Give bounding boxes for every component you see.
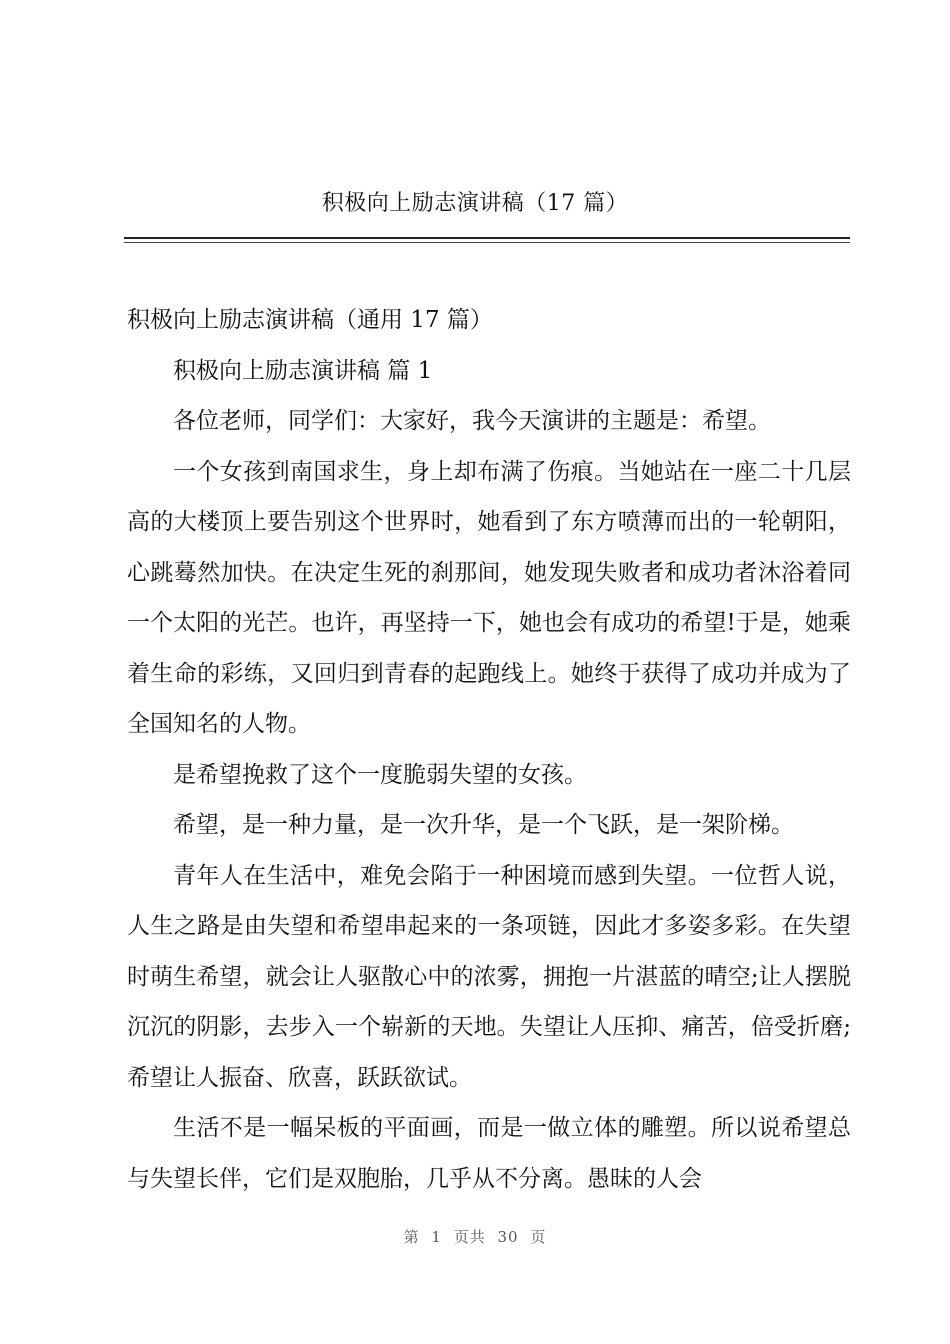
- paragraph: 各位老师，同学们：大家好，我今天演讲的主题是：希望。: [173, 408, 771, 434]
- paragraph: 生活不是一幅呆板的平面画，而是一做立体的雕塑。所以说希望总与失望长伴，它们是双胞胎，几乎从不分离。愚昧的人会: [127, 1115, 851, 1192]
- paragraph: 青年人在生活中，难免会陷于一种困境而感到失望。一位哲人说，人生之路是由失望和希望串起来的一条项链，因此才多姿多彩。在失望时萌生希望，就会让人驱散心中的浓雾，拥抱一片湛蓝的晴空;让人摆脱沉沉的阴影，去步入一个崭新的天地。失望让人压抑、痛苦，倍受折磨;希望让人振奋、欣喜，跃跃欲试。: [127, 862, 851, 1091]
- header-divider-thin: [124, 242, 850, 243]
- header-divider-thick: [124, 237, 850, 239]
- section-heading: 积极向上励志演讲稿 篇 1: [173, 357, 433, 384]
- paragraph: 是希望挽救了这个一度脆弱失望的女孩。: [173, 761, 587, 788]
- paragraph: 希望，是一种力量，是一次升华，是一个飞跃，是一架阶梯。: [173, 812, 794, 838]
- document-body: [127, 295, 851, 1204]
- page-number-footer: 第 1 页共 30 页: [403, 1228, 547, 1246]
- document-title: 积极向上励志演讲稿（通用 17 篇）: [127, 307, 493, 333]
- paragraph: 一个女孩到南国求生，身上却布满了伤痕。当她站在一座二十几层高的大楼顶上要告别这个世界时，她看到了东方喷薄而出的一轮朝阳，心跳蓦然加快。在决定生死的刹那间，她发现失败者和成功者沐浴着同一个太阳的光芒。也许，再坚持一下，她也会有成功的希望!于是，她乘着生命的彩练，又回归到青春的起跑线上。她终于获得了成功并成为了全国知名的人物。: [127, 458, 851, 737]
- page-header-title: 积极向上励志演讲稿（17 篇）: [321, 191, 629, 216]
